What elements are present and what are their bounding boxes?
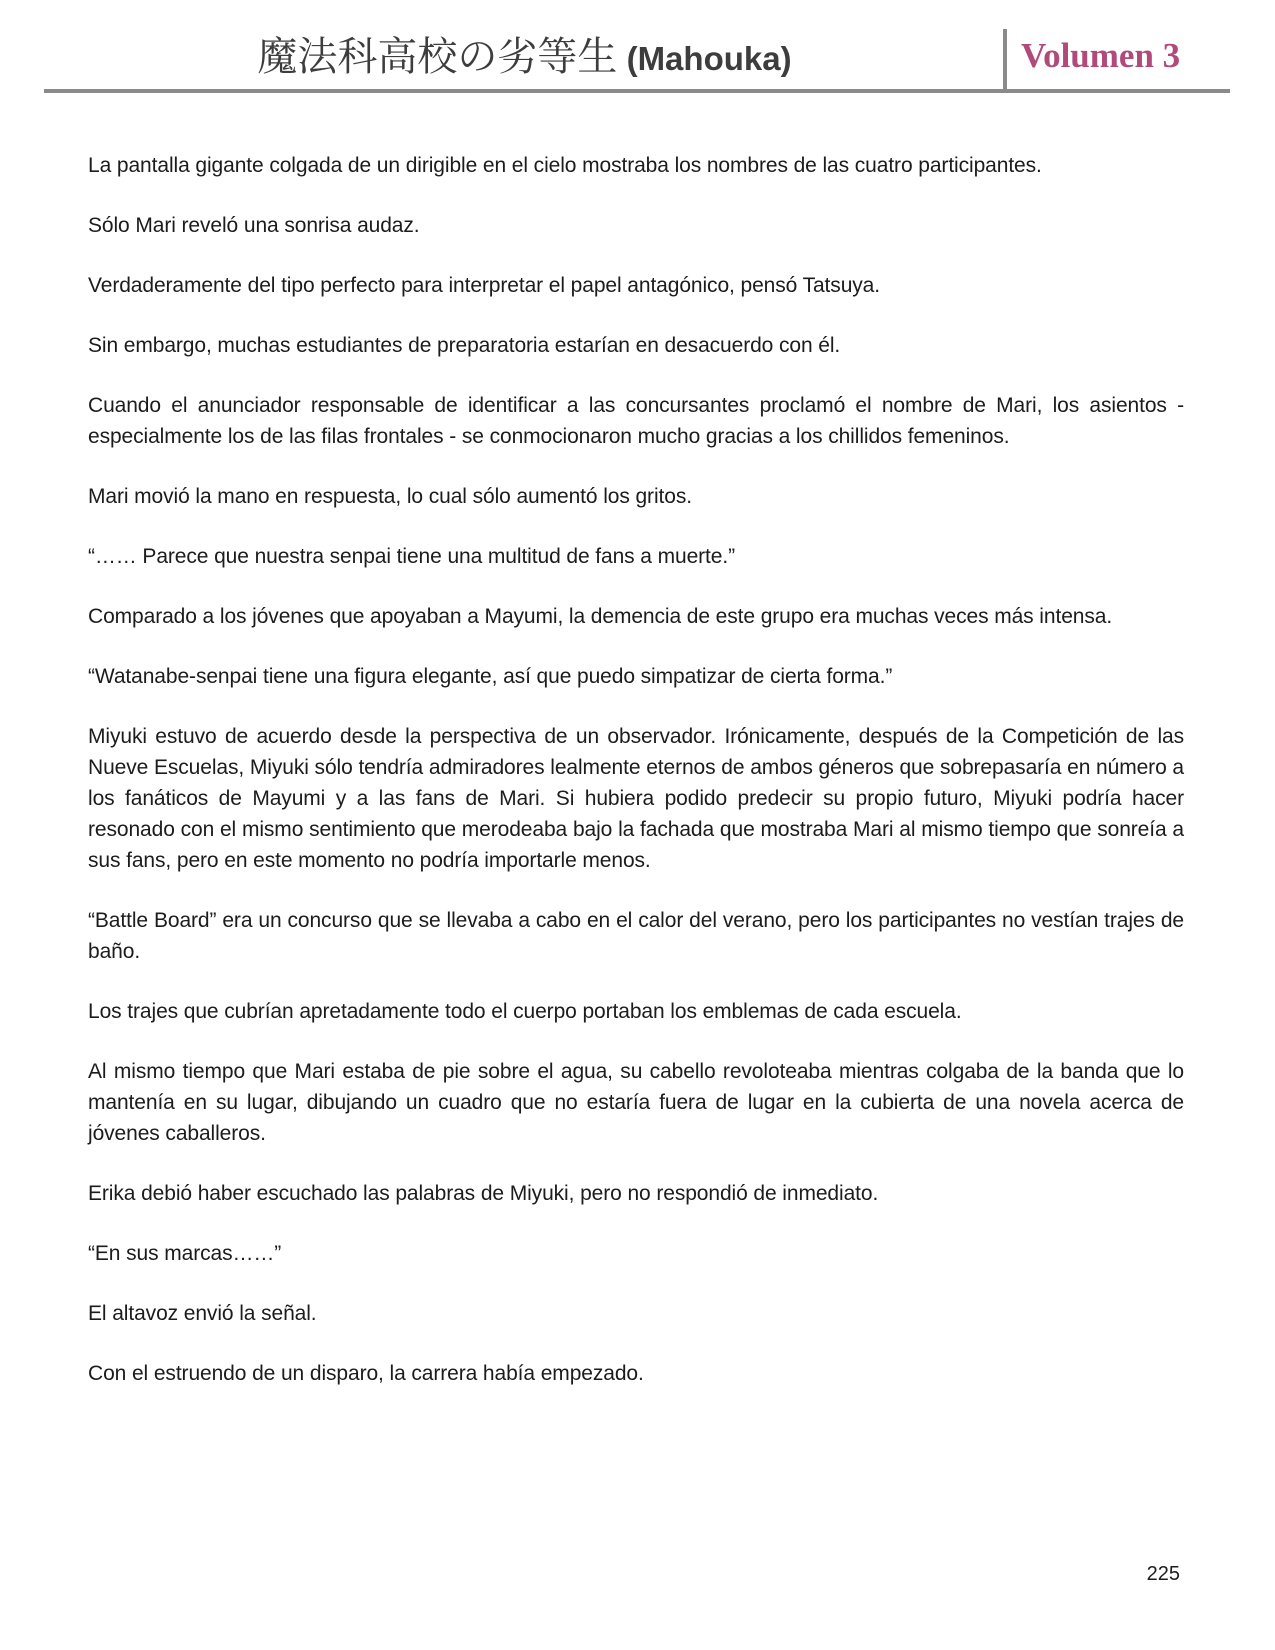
paragraph: “…… Parece que nuestra senpai tiene una multitud de fans a muerte.” [88, 545, 735, 568]
page-number: 225 [1146, 1563, 1180, 1585]
paragraph: Erika debió haber escuchado las palabras de Miyuki, pero no respondió de inmediato. [88, 1182, 879, 1205]
page-title-latin: (Mahouka) [617, 40, 792, 77]
paragraph: Miyuki estuvo de acuerdo desde la perspectiva de un observador. Irónicamente, después de la Competición de las Nueve Escuelas, Miyuki sólo tendría admiradores lealmente eternos de ambos géneros que sobrepasaría en número a los fanáticos de Mayumi y a las fans de Mari. Si hubiera podido predecir su propio futuro, Miyuki podría hacer resonado con el mismo sentimiento que merodeaba bajo la fachada que mostraba Mari al mismo tiempo que sonreía a sus fans, pero en este momento no podría importarle menos. [88, 725, 1184, 872]
page-header [0, 0, 1275, 95]
paragraph: Comparado a los jóvenes que apoyaban a Mayumi, la demencia de este grupo era muchas veces más intensa. [88, 605, 1113, 628]
paragraph: Sólo Mari reveló una sonrisa audaz. [88, 214, 420, 237]
paragraph: La pantalla gigante colgada de un dirigible en el cielo mostraba los nombres de las cuatro participantes. [88, 154, 1042, 177]
header-horizontal-rule [44, 89, 1230, 93]
header-vertical-divider [1003, 29, 1007, 93]
paragraph: “Battle Board” era un concurso que se llevaba a cabo en el calor del verano, pero los participantes no vestían trajes de baño. [88, 909, 1184, 963]
paragraph: “Watanabe-senpai tiene una figura elegante, así que puedo simpatizar de cierta forma.” [88, 665, 893, 688]
paragraph: “En sus marcas……” [88, 1242, 282, 1265]
page-title [44, 28, 1005, 95]
volume-label: Volumen 3 [1021, 36, 1181, 75]
page-title-japanese: 魔法科高校の劣等生 [257, 34, 618, 79]
paragraph: El altavoz envió la señal. [88, 1302, 317, 1325]
paragraph: Mari movió la mano en respuesta, lo cual sólo aumentó los gritos. [88, 485, 692, 508]
paragraph: Al mismo tiempo que Mari estaba de pie sobre el agua, su cabello revoloteaba mientras colgaba de la banda que lo mantenía en su lugar, dibujando un cuadro que no estaría fuera de lugar en la cubierta de una novela acerca de jóvenes caballeros. [88, 1060, 1184, 1145]
paragraph: Con el estruendo de un disparo, la carrera había empezado. [88, 1362, 644, 1385]
paragraph: Cuando el anunciador responsable de identificar a las concursantes proclamó el nombre de Mari, los asientos - especialmente los de las filas frontales - se conmocionaron mucho gracias a los chillidos femeninos. [88, 394, 1184, 448]
body-text [88, 150, 1184, 1418]
paragraph: Los trajes que cubrían apretadamente todo el cuerpo portaban los emblemas de cada escuela. [88, 1000, 962, 1023]
paragraph: Sin embargo, muchas estudiantes de preparatoria estarían en desacuerdo con él. [88, 334, 841, 357]
paragraph: Verdaderamente del tipo perfecto para interpretar el papel antagónico, pensó Tatsuya. [88, 274, 880, 297]
